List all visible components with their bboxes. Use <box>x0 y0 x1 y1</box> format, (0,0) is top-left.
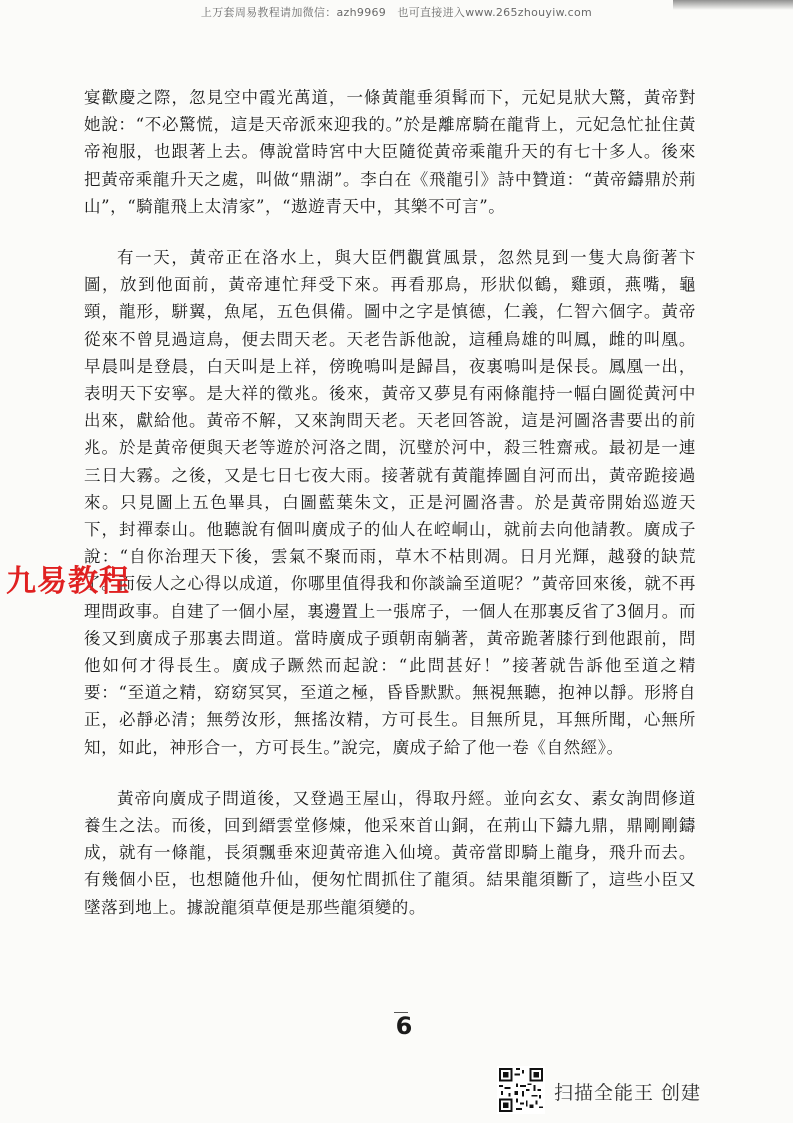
page-number: 6 <box>395 1012 413 1040</box>
qr-code-icon <box>497 1066 545 1114</box>
paragraph-2: 有一天，黃帝正在洛水上，與大臣們觀賞風景，忽然見到一隻大鳥銜著卞圖，放到他面前，黃帝連忙拜受下來。再看那鳥，形狀似鶴，雞頭，燕嘴，龜頸，龍形，駢翼，魚尾，五色俱備。圖中之字是慎德，仁義，仁智六個字。黃帝從來不曾見過這鳥，便去問天老。天老告訴他說，這種鳥雄的叫鳳，雌的叫凰。早晨叫是登晨，白天叫是上祥，傍晚鳴叫是歸昌，夜裏鳴叫是保長。鳳凰一出，表明天下安寧。是大祥的徵兆。後來，黃帝又夢見有兩條龍持一幅白圖從黃河中出來，獻給他。黃帝不解，又來詢問天老。天老回答說，這是河圖洛書要出的前兆。於是黃帝便與天老等遊於河洛之間，沉璧於河中，殺三牲齋戒。最初是一連三日大霧。之後，又是七日七夜大雨。接著就有黃龍捧圖自河而出，黃帝跪接過來。只見圖上五色畢具，白圖藍葉朱文，正是河圖洛書。於是黃帝開始巡遊天下，封禪泰山。他聽說有個叫廣成子的仙人在崆峒山，就前去向他請教。廣成子說：“自你治理天下後，雲氣不聚而雨，草木不枯則凋。日月光輝，越發的缺荒了。而佞人之心得以成道，你哪里值得我和你談論至道呢？”黃帝回來後，就不再理問政事。自建了一個小屋，裏邊置上一張席子，一個人在那裏反省了3個月。而後又到廣成子那裏去問道。當時廣成子頭朝南躺著，黃帝跪著膝行到他跟前，問他如何才得長生。廣成子蹶然而起說：“此問甚好！”接著就告訴他至道之精要：“至道之精，窈窈冥冥，至道之極，昏昏默默。無視無聽，抱神以靜。形將自正，必靜必清；無勞汝形，無搖汝精，方可長生。目無所見，耳無所聞，心無所知，如此，神形合一，方可長生。”說完，廣成子給了他一卷《自然經》。 <box>84 248 696 757</box>
scanner-credit: 扫描全能王 创建 <box>554 1082 702 1104</box>
paragraph-1: 宴歡慶之際，忽見空中霞光萬道，一條黃龍垂須髯而下，元妃見狀大驚，黃帝對她說：“不必驚慌，這是天帝派來迎我的。”於是離席騎在龍背上，元妃急忙扯住黃帝袍服，也跟著上去。傳說當時宮中大臣隨從黃帝乘龍升天的有七十多人。後來把黃帝乘龍升天之處，叫做“鼎湖”。李白在《飛龍引》詩中贊道：“黃帝鑄鼎於荊山”，“騎龍飛上太清家”，“遨遊青天中，其樂不可言”。 <box>84 88 696 216</box>
watermark-logo: 九易教程 <box>6 564 130 599</box>
top-banner: 上万套周易教程请加微信：azh9969 也可直接进入www.265zhouyiw.com <box>200 6 593 19</box>
paragraph-3: 黃帝向廣成子問道後，又登過王屋山，得取丹經。並向玄女、素女詢問修道養生之法。而後，回到縉雲堂修煉，他采來首山銅，在荊山下鑄九鼎，鼎剛剛鑄成，就有一條龍，長須飄垂來迎黃帝進入仙境。黃帝當即騎上龍身，飛升而去。有幾個小臣，也想隨他升仙，便匆忙間抓住了龍須。結果龍須斷了，這些小臣又墜落到地上。據說龍須草便是那些龍須變的。 <box>84 788 696 917</box>
page-body <box>84 84 696 945</box>
